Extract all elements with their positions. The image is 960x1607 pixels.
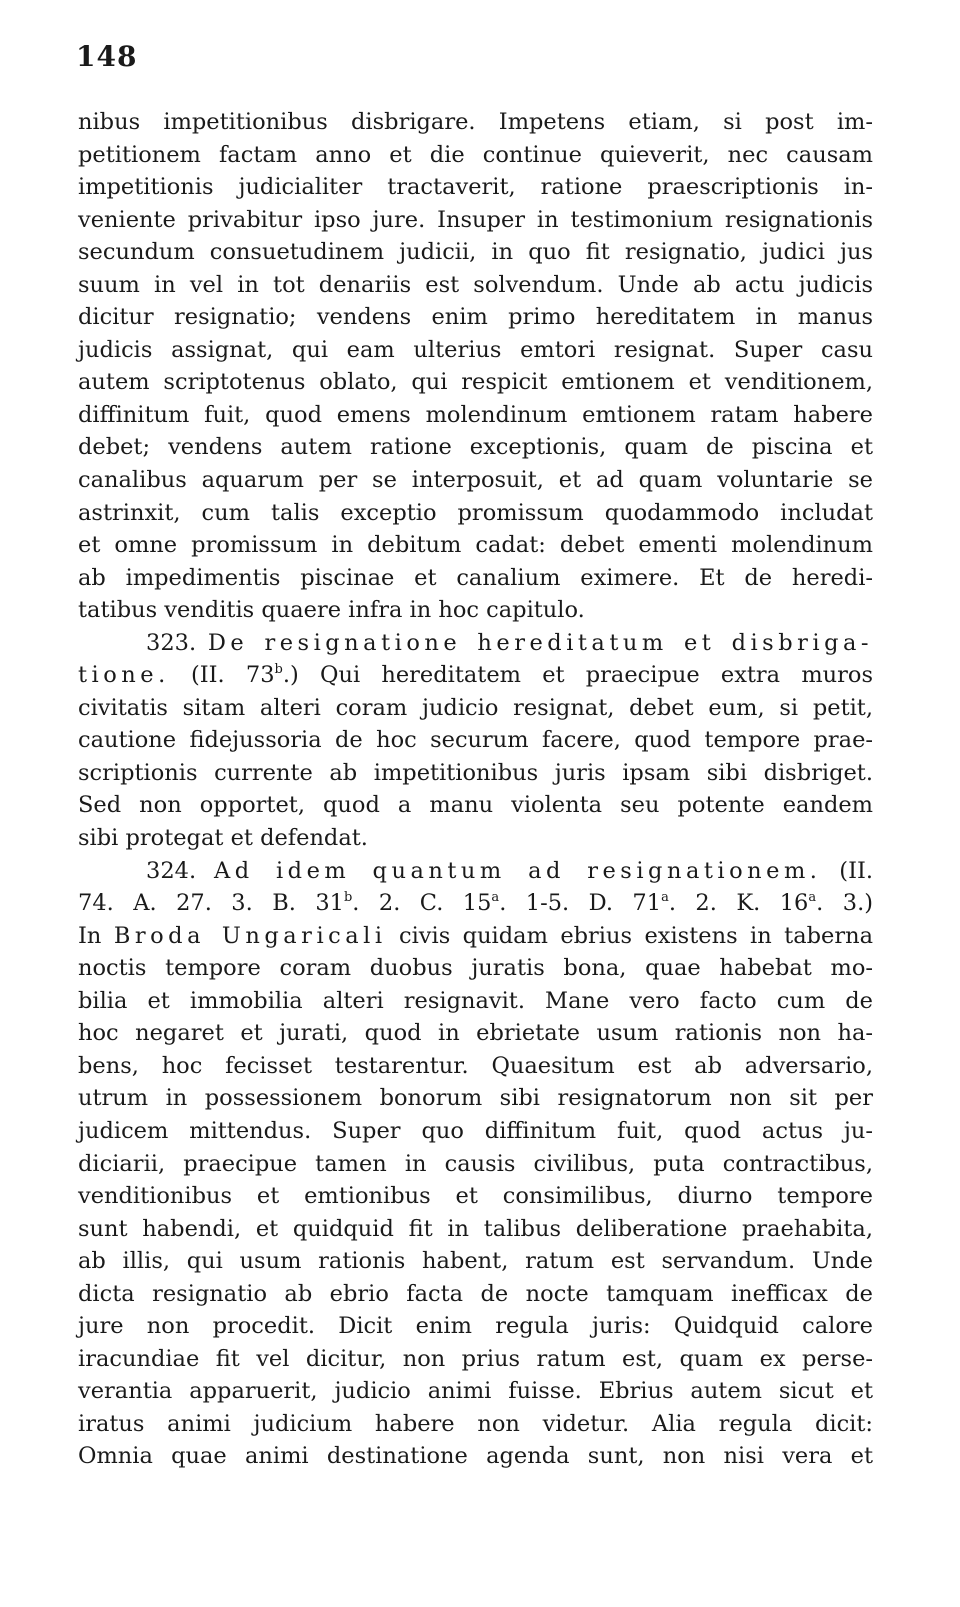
text-line: verantia apparuerit, judicio animi fuisse. Ebrius autem sicut et (78, 1378, 873, 1405)
text-line: Omnia quae animi destinatione agenda sunt, non nisi vera et (78, 1443, 873, 1470)
text-line: veniente privabitur ipso jure. Insuper in testimonium resignationis (78, 206, 873, 233)
text-line: autem scriptotenus oblato, qui respicit emtionem et venditionem, (78, 369, 873, 396)
text-line: impetitionis judicialiter tractaverit, ratione praescriptionis in- (78, 174, 873, 201)
text-line: sibi protegat et defendat. (78, 825, 368, 852)
text-line: astrinxit, cum talis exceptio promissum quodammodo includat (78, 499, 873, 526)
text-line: debet; vendens autem ratione exceptionis, quam de piscina et (78, 434, 873, 461)
text-line: scriptionis currente ab impetitionibus juris ipsam sibi disbriget. (78, 759, 873, 786)
text-line: utrum in possessionem bonorum sibi resignatorum non sit per (78, 1085, 873, 1112)
text-line: noctis tempore coram duobus juratis bona, quae habebat mo- (78, 955, 873, 982)
text-line: judicem mittendus. Super quo diffinitum fuit, quod actus ju- (78, 1117, 873, 1144)
text-line: dicitur resignatio; vendens enim primo hereditatem in manus (78, 304, 873, 331)
text-line: diciarii, praecipue tamen in causis civilibus, puta contractibus, (78, 1150, 873, 1177)
section-324-title: Ad idem quantum ad resignationem. (213, 857, 822, 884)
text-line: ab illis, qui usum rationis habent, ratum est servandum. Unde (78, 1248, 873, 1275)
text-line: nibus impetitionibus disbrigare. Impetens etiam, si post im- (78, 109, 873, 135)
text-line: suum in vel in tot denariis est solvendum. Unde ab actu judicis (78, 271, 873, 298)
page-number: 148 (76, 40, 138, 73)
place-name: Broda Ungaricali (113, 922, 387, 949)
text-line: secundum consuetudinem judicii, in quo fit resignatio, judici jus (78, 239, 873, 266)
section-324-reference-start: (II. (839, 857, 874, 884)
text-line: dicta resignatio ab ebrio facta de nocte tamquam inefficax de (78, 1280, 873, 1307)
text-line: petitionem factam anno et die continue quieverit, nec causam (78, 141, 873, 168)
text-line: Sed non opportet, quod a manu violenta seu potente eandem (78, 792, 873, 819)
text-line: cautione fidejussoria de hoc securum facere, quod tempore prae- (78, 727, 873, 754)
section-323-line (78, 659, 873, 692)
text-line: ab impedimentis piscinae et canalium eximere. Et de heredi- (78, 564, 873, 591)
text-line: tatibus venditis quaere infra in hoc capitulo. (78, 597, 585, 624)
section-324-reference: 74. A. 27. 3. B. 31$^b$. 2. C. 15$^a$. 1-5. D. 71$^a$. 2. K. 16$^a$. 3.) (78, 890, 873, 917)
section-323-text: Qui hereditatem et praecipue extra muros (320, 662, 873, 689)
text-line: civitatis sitam alteri coram judicio resignat, debet eum, si petit, (78, 694, 873, 721)
text-line: bens, hoc fecisset testarentur. Quaesitum est ab adversario, (78, 1052, 873, 1079)
text-line: iracundiae fit vel dicitur, non prius ratum est, quam ex perse- (78, 1345, 873, 1372)
section-323-title: De resignatione hereditatum et disbriga- (207, 629, 873, 656)
text-line: jure non procedit. Dicit enim regula juris: Quidquid calore (78, 1313, 873, 1340)
section-324-heading (78, 855, 873, 888)
text-body (78, 106, 873, 1473)
text-line: bilia et immobilia alteri resignavit. Mane vero facto cum de (78, 987, 873, 1014)
text-line: diffinitum fuit, quod emens molendinum emtionem ratam habere (78, 401, 873, 428)
text-line: judicis assignat, qui eam ulterius emtori resignat. Super casu (78, 336, 873, 363)
section-323-heading (78, 627, 873, 660)
section-323-title-end: tione. (78, 662, 170, 689)
section-324-number: 324. (146, 857, 197, 884)
text-line: hoc negaret et jurati, quod in ebrietate usum rationis non ha- (78, 1020, 873, 1047)
section-323-number: 323. (146, 629, 197, 656)
section-323-reference: (II. 73$^b$.) (190, 662, 299, 689)
text-line: iratus animi judicium habere non videtur. Alia regula dicit: (78, 1410, 873, 1437)
text-line: venditionibus et emtionibus et consimilibus, diurno tempore (78, 1183, 873, 1210)
text-line: sunt habendi, et quidquid fit in talibus deliberatione praehabita, (78, 1215, 873, 1242)
section-324-line: In Broda Ungaricali civis quidam ebrius existens in taberna (78, 922, 873, 949)
text-line: canalibus aquarum per se interposuit, et ad quam voluntarie se (78, 467, 873, 494)
text-line: et omne promissum in debitum cadat: debet ementi molendinum (78, 532, 873, 559)
